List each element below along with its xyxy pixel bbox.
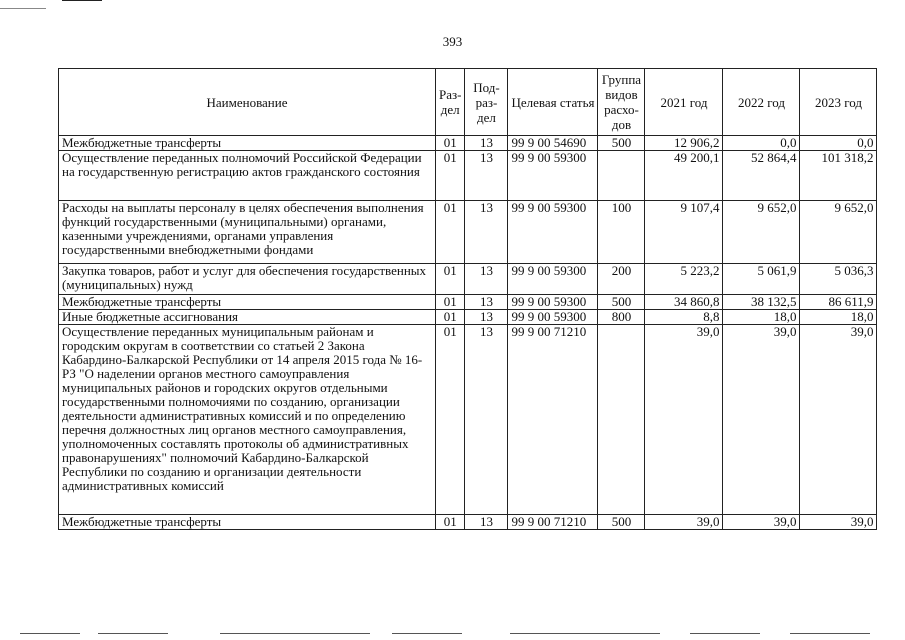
- row-2022: 18,0: [723, 310, 800, 325]
- row-gruppa: 500: [598, 515, 645, 530]
- page-number: 393: [442, 34, 463, 49]
- row-gruppa: 500: [598, 136, 645, 151]
- header-2023: 2023 год: [800, 69, 877, 136]
- row-podrazdel: 13: [465, 325, 508, 515]
- table-row: [59, 515, 877, 530]
- row-name: Межбюджетные трансферты: [59, 136, 436, 151]
- row-2023: 0,0: [800, 136, 877, 151]
- row-name: Межбюджетные трансферты: [59, 515, 436, 530]
- row-name: Иные бюджетные ассигнования: [59, 310, 436, 325]
- row-2023: 5 036,3: [800, 264, 877, 295]
- row-2021: 39,0: [645, 515, 723, 530]
- footer-line: [690, 633, 760, 634]
- row-2021: 8,8: [645, 310, 723, 325]
- row-celevaya: 99 9 00 54690: [508, 136, 598, 151]
- row-podrazdel: 13: [465, 264, 508, 295]
- row-2023: 39,0: [800, 325, 877, 515]
- row-2022: 5 061,9: [723, 264, 800, 295]
- row-2021: 9 107,4: [645, 201, 723, 264]
- row-razdel: 01: [436, 201, 465, 264]
- footer-line: [790, 633, 870, 634]
- row-podrazdel: 13: [465, 151, 508, 201]
- row-2023: 86 611,9: [800, 295, 877, 310]
- footer-line: [220, 633, 370, 634]
- row-gruppa: [598, 325, 645, 515]
- row-razdel: 01: [436, 264, 465, 295]
- row-celevaya: 99 9 00 59300: [508, 151, 598, 201]
- row-celevaya: 99 9 00 59300: [508, 310, 598, 325]
- row-razdel: 01: [436, 325, 465, 515]
- header-2021: 2021 год: [645, 69, 723, 136]
- footer-line: [98, 633, 168, 634]
- row-podrazdel: 13: [465, 310, 508, 325]
- row-2023: 9 652,0: [800, 201, 877, 264]
- header-2022: 2022 год: [723, 69, 800, 136]
- row-razdel: 01: [436, 310, 465, 325]
- header-razdel: Раз-дел: [436, 69, 465, 136]
- row-2022: 38 132,5: [723, 295, 800, 310]
- row-2022: 52 864,4: [723, 151, 800, 201]
- row-gruppa: 100: [598, 201, 645, 264]
- row-podrazdel: 13: [465, 136, 508, 151]
- row-celevaya: 99 9 00 59300: [508, 295, 598, 310]
- row-name: Закупка товаров, работ и услуг для обеспечения государственных (муниципальных) нужд: [59, 264, 436, 295]
- row-gruppa: 800: [598, 310, 645, 325]
- footer-line: [392, 633, 462, 634]
- row-name: Осуществление переданных муниципальным районам и городским округам в соответствии со статьей 2 Закона Кабардино-Балкарской Республики от 14 апреля 2015 года № 16-РЗ "О наделении органов местного самоуправления муниципальных районов и городских округов отдельными государственными полномочиями по созданию, организации деятельности административных комиссий и по определению перечня должностных лиц органов местного самоуправления, уполномоченных составлять протоколы об административных правонарушениях" полномочий Кабардино-Балкарской Республики по созданию и организации деятельности административных комиссий: [59, 325, 436, 515]
- table-header-row: [59, 69, 877, 136]
- corner-mark-line: [0, 8, 46, 9]
- header-celevaya: Целевая статья: [508, 69, 598, 136]
- footer-line: [20, 633, 80, 634]
- budget-table: [58, 68, 877, 530]
- row-razdel: 01: [436, 136, 465, 151]
- row-gruppa: 500: [598, 295, 645, 310]
- header-name: Наименование: [59, 69, 436, 136]
- table-row: [59, 151, 877, 201]
- row-name: Осуществление переданных полномочий Российской Федерации на государственную регистрацию актов гражданского состояния: [59, 151, 436, 201]
- header-gruppa: Группа видов расхо-дов: [598, 69, 645, 136]
- row-2023: 101 318,2: [800, 151, 877, 201]
- row-2021: 34 860,8: [645, 295, 723, 310]
- row-name: Межбюджетные трансферты: [59, 295, 436, 310]
- header-podrazdel: Под-раз-дел: [465, 69, 508, 136]
- row-2022: 39,0: [723, 515, 800, 530]
- row-celevaya: 99 9 00 71210: [508, 325, 598, 515]
- row-2022: 9 652,0: [723, 201, 800, 264]
- row-razdel: 01: [436, 295, 465, 310]
- footer-line: [510, 633, 660, 634]
- row-celevaya: 99 9 00 59300: [508, 264, 598, 295]
- row-2021: 12 906,2: [645, 136, 723, 151]
- row-podrazdel: 13: [465, 201, 508, 264]
- row-2022: 39,0: [723, 325, 800, 515]
- row-2023: 39,0: [800, 515, 877, 530]
- table-row: [59, 264, 877, 295]
- corner-mark-line: [62, 0, 102, 1]
- table-row: [59, 310, 877, 325]
- row-2022: 0,0: [723, 136, 800, 151]
- table-row: [59, 201, 877, 264]
- row-name: Расходы на выплаты персоналу в целях обеспечения выполнения функций государственными (муниципальными) органами, казенными учреждениями, органами управления государственными внебюджетными фондами: [59, 201, 436, 264]
- row-gruppa: [598, 151, 645, 201]
- row-gruppa: 200: [598, 264, 645, 295]
- table-row: [59, 295, 877, 310]
- row-celevaya: 99 9 00 71210: [508, 515, 598, 530]
- row-2021: 39,0: [645, 325, 723, 515]
- row-2021: 5 223,2: [645, 264, 723, 295]
- row-2023: 18,0: [800, 310, 877, 325]
- row-podrazdel: 13: [465, 515, 508, 530]
- row-razdel: 01: [436, 151, 465, 201]
- table-row: [59, 136, 877, 151]
- row-celevaya: 99 9 00 59300: [508, 201, 598, 264]
- table-row: [59, 325, 877, 515]
- row-2021: 49 200,1: [645, 151, 723, 201]
- row-podrazdel: 13: [465, 295, 508, 310]
- row-razdel: 01: [436, 515, 465, 530]
